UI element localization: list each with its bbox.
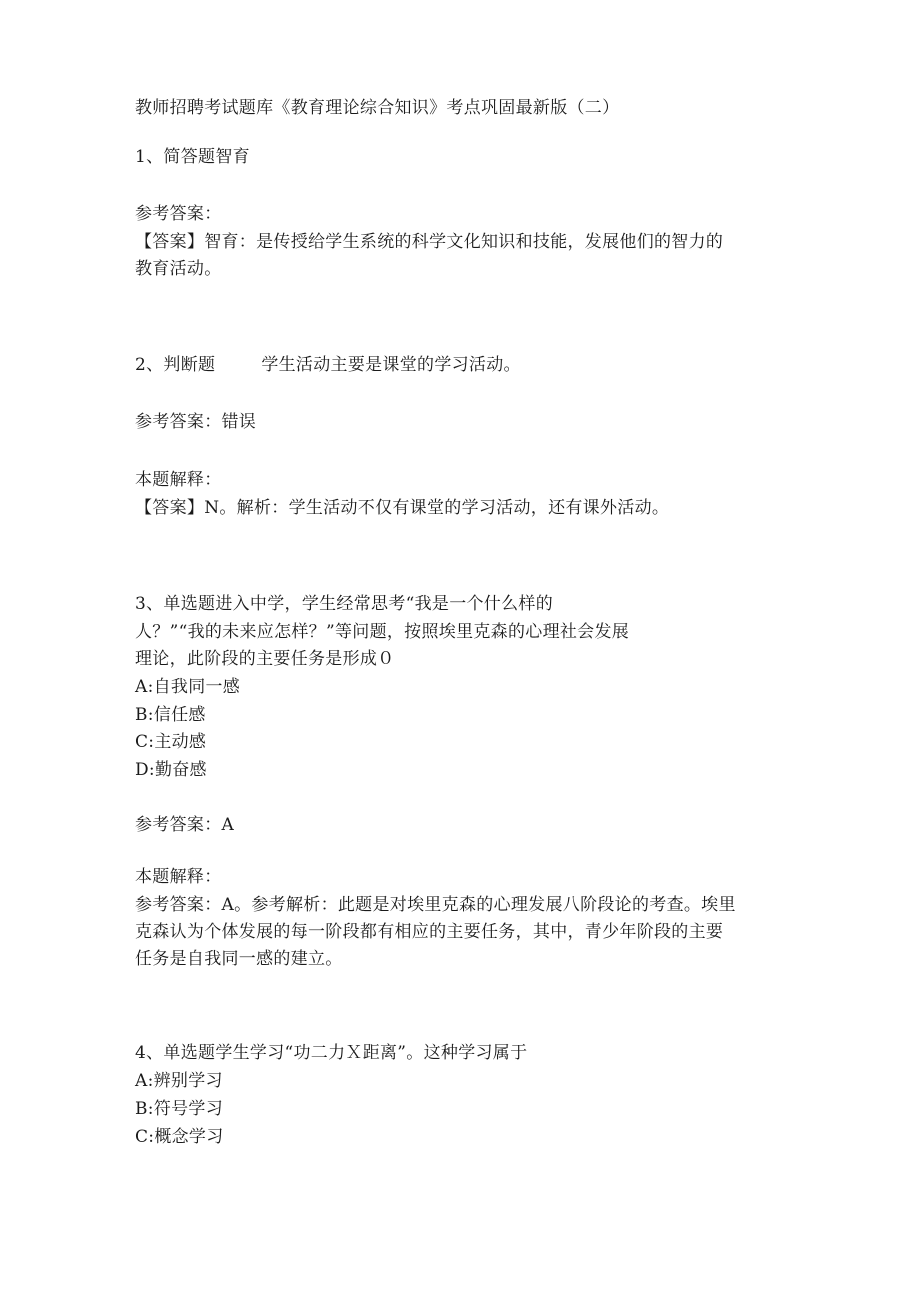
q2-stem: 学生活动主要是课堂的学习活动。 xyxy=(261,355,521,375)
document-title: 教师招聘考试题库《教育理论综合知识》考点巩固最新版（二） xyxy=(135,98,620,118)
q1-heading: 1、简答题智育 xyxy=(135,147,250,167)
q4-option-b: B:符号学习 xyxy=(135,1099,224,1119)
q3-stem-line2: 人？”“我的未来应怎样？”等问题，按照埃里克森的心理社会发展 xyxy=(135,622,630,642)
q4-stem: 4、单选题学生学习“功二力Ｘ距离”。这种学习属于 xyxy=(135,1043,528,1063)
q4-option-c: C:概念学习 xyxy=(135,1127,224,1147)
q3-option-a: A:自我同一感 xyxy=(135,677,241,697)
q3-option-d: D:勤奋感 xyxy=(135,760,207,780)
q2-explain: 【答案】N。解析：学生活动不仅有课堂的学习活动，还有课外活动。 xyxy=(135,498,670,518)
q3-explain-line2: 克森认为个体发展的每一阶段都有相应的主要任务，其中，青少年阶段的主要 xyxy=(135,922,724,942)
q2-explain-label: 本题解释： xyxy=(135,470,222,490)
q3-explain-label: 本题解释： xyxy=(135,867,222,887)
q3-option-c: C:主动感 xyxy=(135,732,207,752)
q3-stem-line1: 3、单选题进入中学，学生经常思考“我是一个什么样的 xyxy=(135,594,554,614)
q1-answer-line1: 【答案】智育：是传授给学生系统的科学文化知识和技能，发展他们的智力的 xyxy=(135,232,724,252)
q1-answer-label: 参考答案： xyxy=(135,204,222,224)
q3-explain-line1: 参考答案：A。参考解析：此题是对埃里克森的心理发展八阶段论的考查。埃里 xyxy=(135,895,736,915)
q2-answer: 参考答案：错误 xyxy=(135,412,257,432)
q2-heading xyxy=(135,354,521,376)
q1-answer-line2: 教育活动。 xyxy=(135,259,222,279)
q3-explain-line3: 任务是自我同一感的建立。 xyxy=(135,949,343,969)
q3-option-b: B:信任感 xyxy=(135,705,206,725)
q3-answer: 参考答案：A xyxy=(135,815,235,835)
q2-number-type: 2、判断题 xyxy=(135,355,216,375)
q3-stem-line3: 理论，此阶段的主要任务是形成０ xyxy=(135,649,395,669)
q4-option-a: A:辨别学习 xyxy=(135,1071,223,1091)
